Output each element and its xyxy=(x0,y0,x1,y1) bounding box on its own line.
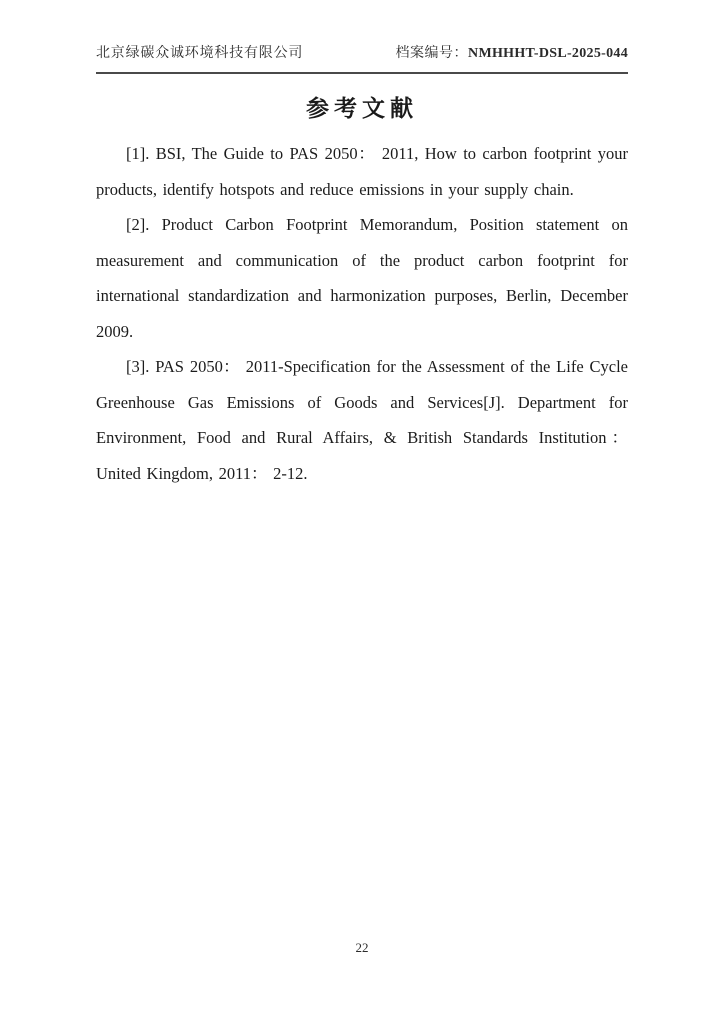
header-company-name: 北京绿碳众诚环境科技有限公司 xyxy=(96,46,304,61)
doc-number-label: 档案编号： xyxy=(395,46,469,61)
doc-number-value: NMHHHT-DSL-2025-044 xyxy=(468,46,628,61)
header-doc-number xyxy=(396,45,628,63)
reference-item-2: [2]. Product Carbon Footprint Memorandum, Position statement on measurement and communication of the product carbon footprint for international standardization and harmonization purposes, Berlin, December 2009. xyxy=(96,215,628,341)
reference-item-1: [1]. BSI, The Guide to PAS 2050： 2011, How to carbon footprint your products, identify hotspots and reduce emissions in your supply chain. xyxy=(96,144,628,199)
references-list xyxy=(96,136,628,491)
page-title: 参考文献 xyxy=(306,96,418,121)
page-header xyxy=(96,45,628,74)
page-number: 22 xyxy=(355,940,369,955)
reference-item-3: [3]. PAS 2050： 2011-Specification for the Assessment of the Life Cycle Greenhouse Gas Emissions of Goods and Services[J]. Department for Environment, Food and Rural Affairs, & British Standards Institution： United Kingdom, 2011： 2-12. xyxy=(96,357,628,483)
